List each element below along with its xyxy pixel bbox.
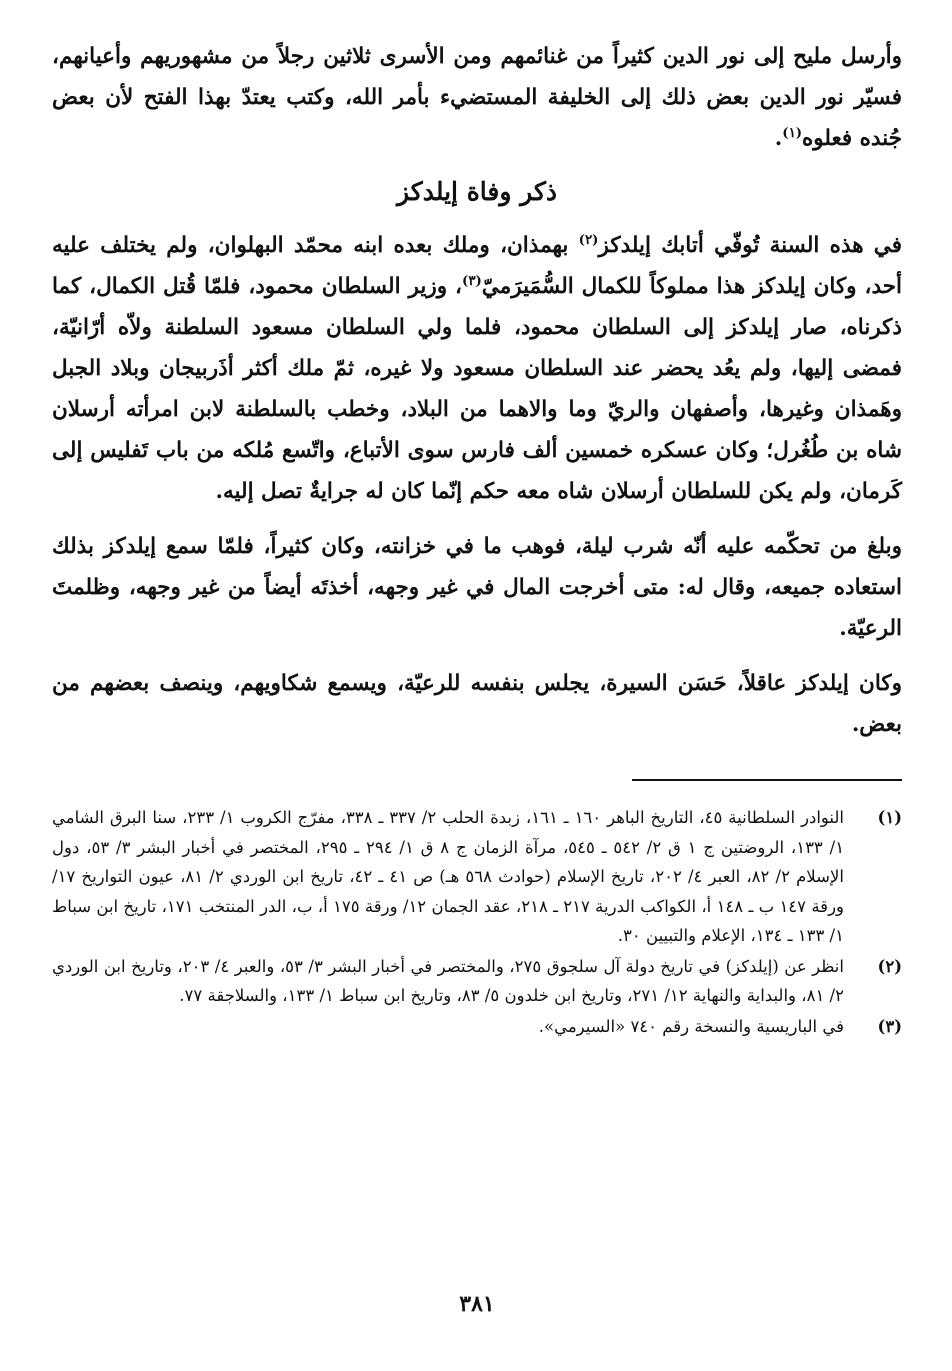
footnote-2 <box>52 952 902 1011</box>
footnote-text: انظر عن (إيلدكز) في تاريخ دولة آل سلجوق ٢٧٥، والمختصر في أخبار البشر ٣/ ٥٣، والعبر ٤/ ٢٠٣، وتاريخ ابن الوردي ٢/ ٨١، والبداية والنهاية ١٢/ ٢٧١، وتاريخ ابن خلدون ٥/ ٨٣، وتاريخ ابن سباط ١/ ١٣٣، والسلاجقة ٧٧. <box>52 956 844 1005</box>
footnotes-list <box>52 803 902 1041</box>
page-number: ٣٨١ <box>459 1291 495 1317</box>
paragraph-2-text-c: ، وزير السلطان محمود، فلمّا قُتل الكمال، كما ذكرناه، صار إيلدكز إلى السلطان محمود، فلما ولي السلطان مسعود السلطنة ولاّه أرّانيّة، فمضى إليها، ولم يعُد يحضر عند السلطان مسعود ولا غيره، ثمّ ملك أكثر أذَربيجان وبلاد الجبل وهَمذان وغيرها، وأصفهان والريّ وما والاهما من البلاد، وخطب بالسلطنة لابن امرأته أرسلان شاه بن طُغُرل؛ وكان عسكره خمسين ألف فارس سوى الأتباع، واتّسع مُلكه من باب تَفليس إلى كَرمان، ولم يكن للسلطان أرسلان شاه معه حكم إنّما كان له جرايةٌ تصل إليه. <box>52 274 902 504</box>
footnote-3 <box>52 1012 902 1042</box>
footnote-ref-3: (٣) <box>462 272 482 289</box>
paragraph-3: وبلغ من تحكّمه عليه أنّه شرب ليلة، فوهب ما في خزانته، وكان كثيراً، فلمّا سمع إيلدكز بذلك استعاده جميعه، وقال له: متى أخرجت المال في غير وجهه، أخذتَه أيضاً من غير وجهه، وظلمتَ الرعيّة. <box>52 534 902 641</box>
section-heading: ذكر وفاة إيلدكز <box>397 177 557 206</box>
book-page <box>52 36 902 1356</box>
paragraph-2-text-b: بهمذان، وملك بعده ابنه محمّد البهلوان، ولم يختلف عليه أحد، وكان إيلدكز هذا مملوكاً للكمال السُّمَيرَميّ <box>52 233 902 299</box>
footnote-number: (٢) <box>877 956 902 976</box>
footnote-ref-1: (١) <box>782 124 803 141</box>
paragraph-1-text: وأرسل مليح إلى نور الدين كثيراً من غنائمهم ومن الأسرى ثلاثين رجلاً من مشهوريهم وأعيانهم، فسيّر نور الدين بعض ذلك إلى الخليفة المستضيء بأمر الله، وكتب يعتدّ بهذا الفتح لأن بعض جُنده فعلوه <box>52 44 902 151</box>
paragraph-4: وكان إيلدكز عاقلاً، حَسَن السيرة، يجلس بنفسه للرعيّة، ويسمع شكاويهم، وينصف بعضهم من بعض. <box>52 671 902 737</box>
footnote-number: (١) <box>877 808 902 827</box>
footnote-1 <box>52 803 902 951</box>
paragraph-2 <box>52 225 902 512</box>
footnote-number: (٣) <box>877 1016 902 1036</box>
paragraph-1 <box>52 36 902 159</box>
footnote-separator <box>632 779 902 781</box>
footnote-ref-2: (٢) <box>578 231 599 248</box>
paragraph-1-tail: . <box>774 126 783 151</box>
footnote-text: في الباريسية والنسخة رقم ٧٤٠ «السيرمي». <box>538 1016 844 1036</box>
paragraph-2-text-a: في هذه السنة تُوفّي أتابك إيلدكز <box>598 233 902 258</box>
footnote-text: النوادر السلطانية ٤٥، التاريخ الباهر ١٦٠ ـ ١٦١، زبدة الحلب ٢/ ٣٣٧ ـ ٣٣٨، مفرّج الكروب ١/ ٢٣٣، سنا البرق الشامي ١/ ١٣٣، الروضتين ج ١ ق ٢/ ٥٤٢ ـ ٥٤٥، مرآة الزمان ج ٨ ق ١/ ٢٩٤ ـ ٢٩٥، المختصر في أخبار البشر ٣/ ٥٣، دول الإسلام ٢/ ٨٢، العبر ٤/ ٢٠٢، تاريخ الإسلام (حوادث ٥٦٨ هـ) ص ٤١ ـ ٤٢، تاريخ ابن الوردي ٢/ ٨١، عيون التواريخ ١٧/ ورقة ١٤٧ ب ـ ١٤٨ أ، الكواكب الدرية ٢١٧ ـ ٢١٨، عقد الجمان ١٢/ ورقة ١٧٥ أ، ب، الدر المنتخب ١٧١، تاريخ ابن سباط ١/ ١٣٣ ـ ١٣٤، الإعلام والتبيين ٣٠. <box>52 808 845 945</box>
